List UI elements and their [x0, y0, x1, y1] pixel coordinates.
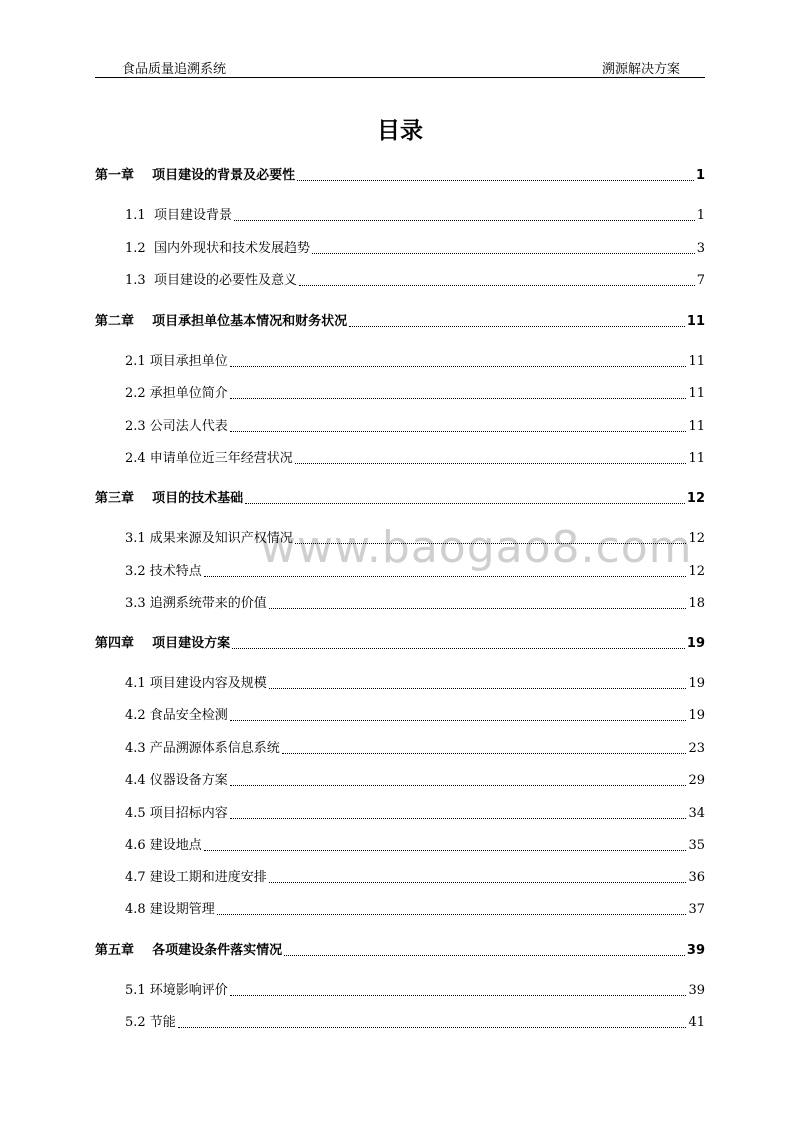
toc-entry-page-number: 37: [688, 902, 705, 917]
page-header: [95, 57, 705, 78]
toc-entry-label: 5.2 节能: [125, 1015, 176, 1030]
toc-entry-label: 5.1 环境影响评价: [125, 983, 228, 998]
toc-entry-label: 2.4 申请单位近三年经营状况: [125, 451, 293, 466]
toc-leader-dots: [312, 253, 695, 254]
toc-leader-dots: [349, 326, 685, 327]
toc-entry-page-number: 34: [688, 806, 705, 821]
watermark: www.baogao8.com: [260, 522, 693, 573]
toc-leader-dots: [284, 955, 685, 956]
toc-entry-label: 4.6 建设地点: [125, 838, 202, 853]
toc-entry-page-number: 19: [686, 636, 705, 651]
toc-section-entry[interactable]: [95, 530, 705, 548]
toc-leader-dots: [204, 576, 687, 577]
toc-leader-dots: [230, 431, 687, 432]
toc-entry-page-number: 18: [688, 596, 705, 611]
header-right-title: 溯源解决方案: [601, 62, 680, 77]
toc-section-entry[interactable]: [95, 982, 705, 1000]
toc-entry-label: 4.1 项目建设内容及规模: [125, 676, 267, 691]
toc-entry-page-number: 39: [686, 943, 705, 958]
toc-entry-label: 4.2 食品安全检测: [125, 708, 228, 723]
toc-leader-dots: [234, 220, 695, 221]
toc-section-entry[interactable]: [95, 772, 705, 790]
toc-section-entry[interactable]: [95, 563, 705, 581]
toc-entry-label: 3.2 技术特点: [125, 564, 202, 579]
toc-entry-label: 第五章 各项建设条件落实情况: [95, 943, 283, 958]
page-title: 目录: [377, 118, 423, 144]
toc-section-entry[interactable]: [95, 675, 705, 693]
toc-entry-page-number: 19: [688, 708, 705, 723]
toc-entry-page-number: 11: [688, 386, 705, 401]
toc-section-entry[interactable]: [95, 207, 705, 225]
toc-section-entry[interactable]: [95, 272, 705, 290]
toc-entry-page-number: 11: [688, 451, 705, 466]
toc-leader-dots: [230, 995, 687, 996]
toc-chapter-entry[interactable]: [95, 167, 705, 185]
toc-section-entry[interactable]: [95, 805, 705, 823]
toc-entry-label: 4.7 建设工期和进度安排: [125, 870, 267, 885]
toc-entry-page-number: 7: [696, 273, 705, 288]
toc-entry-label: 4.5 项目招标内容: [125, 806, 228, 821]
toc-entry-page-number: 39: [688, 983, 705, 998]
toc-entry-page-number: 29: [688, 773, 705, 788]
toc-leader-dots: [230, 366, 687, 367]
toc-entry-page-number: 11: [686, 314, 705, 329]
toc-chapter-entry[interactable]: [95, 490, 705, 508]
toc-entry-label: 1.2 国内外现状和技术发展趋势: [125, 241, 310, 256]
toc-entry-label: 2.3 公司法人代表: [125, 419, 228, 434]
toc-entry-page-number: 11: [688, 419, 705, 434]
toc-entry-label: 4.3 产品溯源体系信息系统: [125, 741, 280, 756]
toc-section-entry[interactable]: [95, 869, 705, 887]
toc-leader-dots: [269, 688, 687, 689]
toc-leader-dots: [297, 180, 694, 181]
toc-entry-page-number: 11: [688, 354, 705, 369]
toc-chapter-entry[interactable]: [95, 942, 705, 960]
toc-entry-label: 1.3 项目建设的必要性及意义: [125, 273, 297, 288]
toc-section-entry[interactable]: [95, 1014, 705, 1032]
toc-leader-dots: [295, 543, 687, 544]
toc-section-entry[interactable]: [95, 385, 705, 403]
toc-leader-dots: [230, 785, 687, 786]
toc-leader-dots: [230, 398, 687, 399]
toc-leader-dots: [204, 850, 687, 851]
toc-entry-label: 2.2 承担单位简介: [125, 386, 228, 401]
toc-entry-page-number: 3: [696, 241, 705, 256]
toc-entry-label: 第一章 项目建设的背景及必要性: [95, 168, 296, 183]
toc-section-entry[interactable]: [95, 837, 705, 855]
toc-section-entry[interactable]: [95, 707, 705, 725]
toc-entry-page-number: 35: [688, 838, 705, 853]
toc-section-entry[interactable]: [95, 450, 705, 468]
toc-entry-page-number: 36: [688, 870, 705, 885]
toc-leader-dots: [269, 608, 687, 609]
toc-entry-page-number: 19: [688, 676, 705, 691]
toc-section-entry[interactable]: [95, 240, 705, 258]
toc-entry-label: 第四章 项目建设方案: [95, 636, 231, 651]
toc-leader-dots: [230, 720, 687, 721]
toc-leader-dots: [230, 818, 687, 819]
toc-entry-label: 3.3 追溯系统带来的价值: [125, 596, 267, 611]
toc-leader-dots: [232, 648, 685, 649]
toc-leader-dots: [217, 914, 687, 915]
toc-entry-page-number: 1: [695, 168, 705, 183]
toc-section-entry[interactable]: [95, 418, 705, 436]
toc-leader-dots: [282, 753, 687, 754]
toc-entry-label: 2.1 项目承担单位: [125, 354, 228, 369]
toc-leader-dots: [295, 463, 687, 464]
toc-entry-label: 4.4 仪器设备方案: [125, 773, 228, 788]
toc-leader-dots: [269, 882, 687, 883]
toc-entry-page-number: 12: [688, 531, 705, 546]
toc-entry-label: 1.1 项目建设背景: [125, 208, 232, 223]
toc-leader-dots: [299, 285, 695, 286]
toc-entry-page-number: 1: [696, 208, 705, 223]
toc-section-entry[interactable]: [95, 740, 705, 758]
toc-section-entry[interactable]: [95, 353, 705, 371]
toc-section-entry[interactable]: [95, 595, 705, 613]
toc-entry-label: 第二章 项目承担单位基本情况和财务状况: [95, 314, 348, 329]
toc-chapter-entry[interactable]: [95, 313, 705, 331]
toc-leader-dots: [178, 1027, 687, 1028]
toc-chapter-entry[interactable]: [95, 635, 705, 653]
header-left-title: 食品质量追溯系统: [122, 62, 227, 77]
toc-entry-page-number: 12: [688, 564, 705, 579]
toc-entry-label: 4.8 建设期管理: [125, 902, 215, 917]
toc-entry-label: 3.1 成果来源及知识产权情况: [125, 531, 293, 546]
toc-leader-dots: [245, 503, 685, 504]
toc-entry-page-number: 23: [688, 741, 705, 756]
toc-section-entry[interactable]: [95, 901, 705, 919]
toc-entry-page-number: 12: [686, 491, 705, 506]
toc-entry-page-number: 41: [688, 1015, 705, 1030]
toc-entry-label: 第三章 项目的技术基础: [95, 491, 244, 506]
